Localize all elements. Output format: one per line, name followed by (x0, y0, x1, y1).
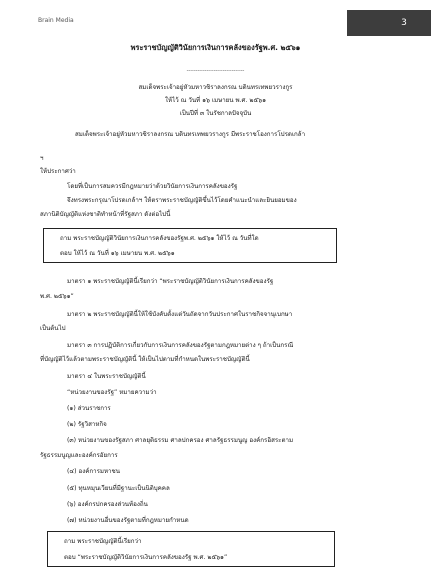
brand-label: Brain Media (38, 17, 74, 24)
section-line: (๕) ทุนหมุนเวียนที่มีฐานะเป็นนิติบุคคล (67, 485, 170, 492)
preamble-line: เป็นปีที่ ๓ ในรัชกาลปัจจุบัน (179, 110, 252, 117)
intro-line: ฯ (40, 155, 44, 162)
qa-question: ถาม พระราชบัญญัติวินัยการเงินการคลังของรัฐพ.ศ. ๒๕๖๑ ให้ไว้ ณ วันที่ใด (60, 235, 259, 242)
intro-line: สภานิติบัญญัติแห่งชาติทำหน้าที่รัฐสภา ดังต่อไปนี้ (40, 211, 171, 218)
section-line: มาตรา ๓ การปฏิบัติการเกี่ยวกับการเงินการคลังของรัฐตามกฎหมายต่าง ๆ ถ้าเป็นกรณี (67, 342, 294, 349)
section-line: พ.ศ. ๒๕๖๑” (40, 293, 74, 300)
preamble-line: สมเด็จพระเจ้าอยู่หัวมหาวชิราลงกรณ บดินทรเทพยวรางกูร (138, 84, 293, 91)
section-line: (๓) หน่วยงานของรัฐสภา ศาลยุติธรรม ศาลปกครอง ศาลรัฐธรรมนูญ องค์กรอิสระตาม (67, 437, 294, 444)
intro-line: สมเด็จพระเจ้าอยู่หัวมหาวชิราลงกรณ บดินทรเทพยวรางกูร มีพระราชโองการโปรดเกล้า (75, 131, 306, 138)
intro-line: จึงทรงพระกรุณาโปรดเกล้าฯ ให้ตราพระราชบัญญัติขึ้นไว้โดยคำแนะนำและยินยอมของ (67, 197, 297, 204)
intro-line: ให้ประกาศว่า (40, 168, 76, 175)
section-line: (๒) รัฐวิสาหกิจ (67, 421, 107, 428)
qa-answer: ตอบ “พระราชบัญญัติวินัยการเงินการคลังของรัฐ พ.ศ. ๒๕๖๑” (64, 554, 228, 561)
section-line: (๗) หน่วยงานอื่นของรัฐตามที่กฎหมายกำหนด (67, 517, 189, 524)
section-line: ที่บัญญัติไว้แล้วตามพระราชบัญญัตินี้ ให้เป็นไปตามที่กำหนดในพระราชบัญญัตินี้ (40, 356, 250, 363)
section-line: มาตรา ๒ พระราชบัญญัตินี้ให้ใช้บังคับตั้งแต่วันถัดจากวันประกาศในราชกิจจานุเบกษา (67, 311, 293, 318)
preamble-line: ให้ไว้ ณ วันที่ ๑๖ เมษายน พ.ศ. ๒๕๖๑ (164, 97, 267, 104)
section-line: รัฐธรรมนูญและองค์กรอัยการ (40, 452, 118, 459)
qa-answer: ตอบ ให้ไว้ ณ วันที่ ๑๖ เมษายน พ.ศ. ๒๕๖๑ (60, 250, 175, 257)
document-title: พระราชบัญญัติวินัยการเงินการคลังของรัฐพ.ศ. ๒๕๖๑ (130, 43, 301, 52)
section-line: เป็นต้นไป (40, 325, 66, 332)
qa-box-2 (47, 531, 335, 567)
intro-line: โดยที่เป็นการสมควรมีกฎหมายว่าด้วยวินัยการเงินการคลังของรัฐ (67, 183, 238, 190)
page-number-badge: 3 (347, 10, 431, 36)
qa-box-1 (43, 228, 337, 263)
section-line: มาตรา ๑ พระราชบัญญัตินี้เรียกว่า “พระราชบัญญัติวินัยการเงินการคลังของรัฐ (67, 278, 274, 285)
section-line: “หน่วยงานของรัฐ” หมายความว่า (67, 389, 157, 396)
section-line: (๖) องค์กรปกครองส่วนท้องถิ่น (67, 501, 148, 508)
qa-question: ถาม พระราชบัญญัตินี้เรียกว่า (64, 538, 142, 545)
title-separator: -------------------------------- (186, 68, 245, 74)
section-line: (๔) องค์การมหาชน (67, 468, 120, 475)
section-line: มาตรา ๔ ในพระราชบัญญัตินี้ (67, 373, 146, 380)
section-line: (๑) ส่วนราชการ (67, 405, 111, 412)
